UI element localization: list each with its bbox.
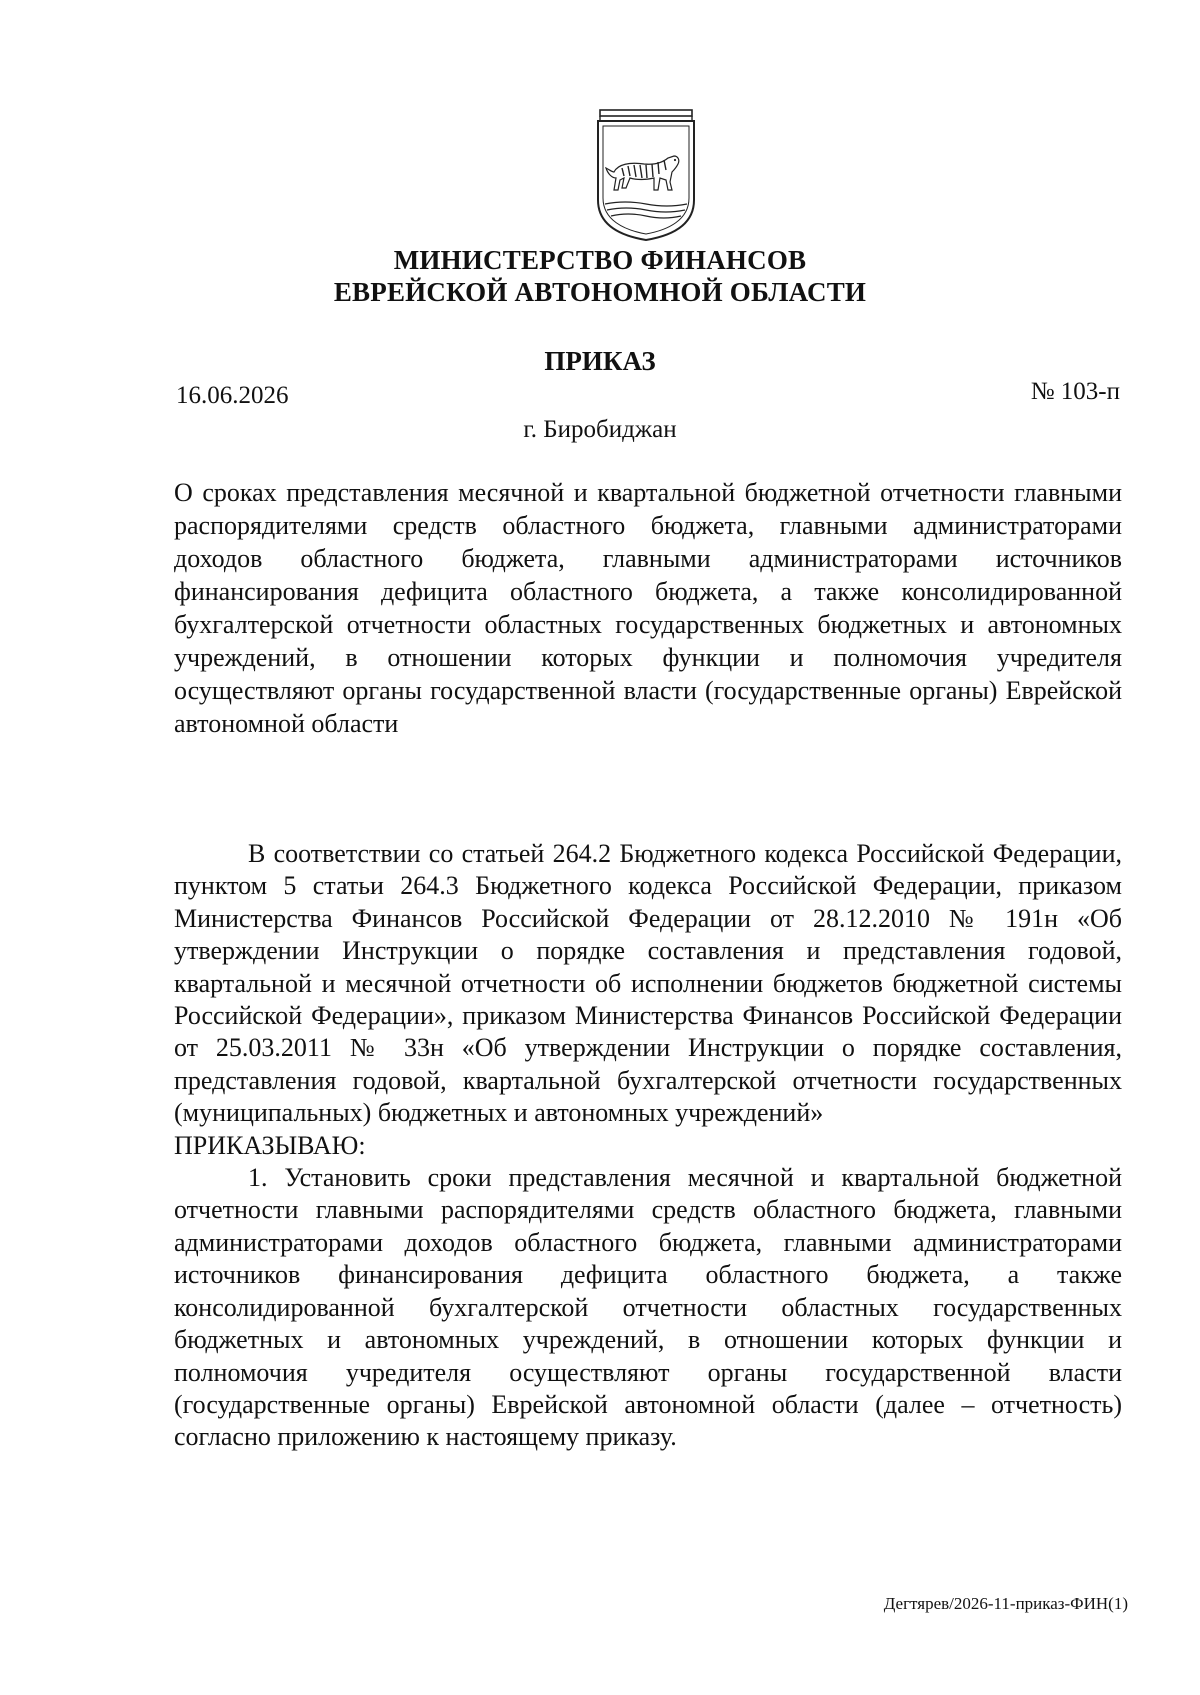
document-city: г. Биробиджан (523, 416, 677, 443)
preamble-paragraph: В соответствии со статьей 264.2 Бюджетного кодекса Российской Федерации, пунктом 5 статьи 264.3 Бюджетного кодекса Российской Федерации, приказом Министерства Финансов Российской Федерации от 28.12.2010 № 191н «Об утверждении Инструкции о порядке составления и представления годовой, квартальной и месячной отчетности об исполнении бюджетов бюджетной системы Российской Федерации», приказом Министерства Финансов Российской Федерации от 25.03.2011 № 33н «Об утверждении Инструкции о порядке составления, представления годовой, квартальной бухгалтерской отчетности государственных (муниципальных) бюджетных и автономных учреждений» (174, 839, 1122, 1128)
coat-of-arms-tiger-icon (590, 108, 702, 242)
document-number: № 103-п (1030, 378, 1120, 405)
document-type-title: ПРИКАЗ (544, 346, 656, 376)
document-date: 16.06.2026 (176, 382, 289, 409)
ministry-name-line2: ЕВРЕЙСКОЙ АВТОНОМНОЙ ОБЛАСТИ (333, 277, 867, 307)
document-subject: О сроках представления месячной и квартальной бюджетной отчетности главными распорядителями средств областного бюджета, главными администраторами доходов областного бюджета, главными администраторами источников финансирования дефицита областного бюджета, а также консолидированной бухгалтерской отчетности областных государственных бюджетных и автономных учреждений, в отношении которых функции и полномочия учредителя осуществляют органы государственной власти (государственные органы) Еврейской автономной области (174, 478, 1122, 738)
ministry-name-line1: МИНИСТЕРСТВО ФИНАНСОВ (393, 245, 807, 275)
document-body (174, 838, 1122, 1454)
footer-document-code: Дегтярев/2026-11-приказ-ФИН(1) (883, 1594, 1128, 1613)
item-1-paragraph: 1. Установить сроки представления месячной и квартальной бюджетной отчетности главными распорядителями средств областного бюджета, главными администраторами доходов областного бюджета, главными администраторами источников финансирования дефицита областного бюджета, а также консолидированной бухгалтерской отчетности областных государственных бюджетных и автономных учреждений, в отношении которых функции и полномочия учредителя осуществляют органы государственной власти (государственные органы) Еврейской автономной области (далее – отчетность) согласно приложению к настоящему приказу. (174, 1163, 1122, 1452)
order-word: ПРИКАЗЫВАЮ: (174, 1130, 366, 1160)
